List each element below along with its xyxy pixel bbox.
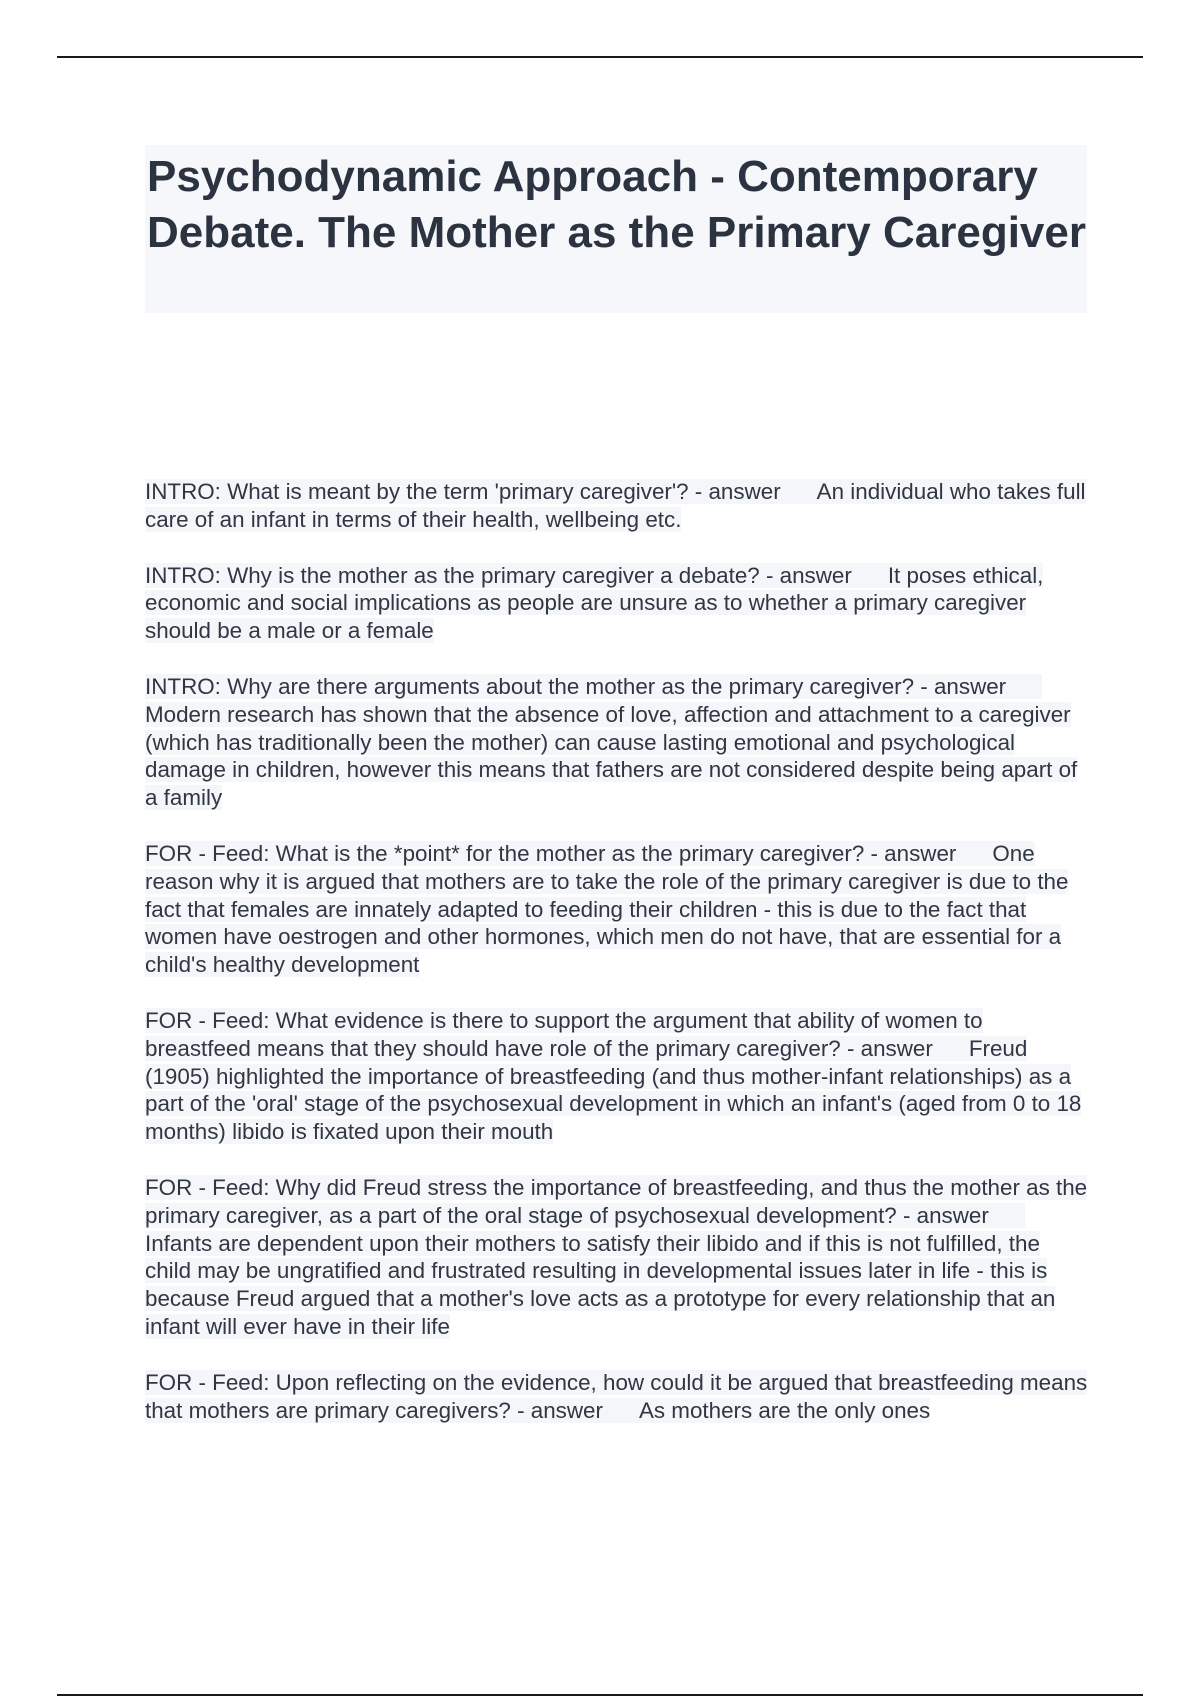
qa-item xyxy=(145,840,1090,979)
qa-answer: An individual who takes full care of an infant in terms of their health, wellbeing etc. xyxy=(145,479,1086,532)
qa-question: INTRO: Why is the mother as the primary caregiver a debate? - answer xyxy=(145,562,852,588)
qa-question: FOR - Feed: What is the *point* for the mother as the primary caregiver? - answer xyxy=(145,840,957,866)
qa-item xyxy=(145,562,1090,645)
qa-item xyxy=(145,1369,1090,1425)
qa-item xyxy=(145,478,1090,534)
qa-list xyxy=(145,478,1090,1452)
qa-question: FOR - Feed: What evidence is there to support the argument that ability of women to breastfeed means that they should have role of the primary caregiver? - answer xyxy=(145,1007,983,1061)
qa-question: INTRO: Why are there arguments about the mother as the primary caregiver? - answer xyxy=(145,673,1007,699)
qa-item xyxy=(145,1007,1090,1146)
bottom-rule xyxy=(57,1694,1143,1696)
qa-item xyxy=(145,673,1090,812)
qa-question: INTRO: What is meant by the term 'primary caregiver'? - answer xyxy=(145,479,781,504)
document-title: Psychodynamic Approach - Contemporary Debate. The Mother as the Primary Caregiver xyxy=(147,152,1086,257)
qa-question: FOR - Feed: Why did Freud stress the importance of breastfeeding, and thus the mother as the primary caregiver, as a part of the oral stage of psychosexual development? - answer xyxy=(145,1174,1088,1228)
qa-answer: Modern research has shown that the absence of love, affection and attachment to a caregiver (which has traditionally been the mother) can cause lasting emotional and psychological damage in children, however this means that fathers are not considered despite being apart of a family xyxy=(145,701,1078,811)
qa-answer: It poses ethical, economic and social implications as people are unsure as to whether a primary caregiver should be a male or a female xyxy=(145,562,1044,644)
qa-answer: Infants are dependent upon their mothers to satisfy their libido and if this is not fulfilled, the child may be ungratified and frustrated resulting in developmental issues later in life - this is because Freud argued that a mother's love acts as a prototype for every relationship that an infant will ever have in their life xyxy=(145,1230,1056,1339)
top-rule xyxy=(57,56,1143,58)
qa-answer: Freud (1905) highlighted the importance of breastfeeding (and thus mother-infant relationships) as a part of the 'oral' stage of the psychosexual development in which an infant's (aged from 0 to 18 months) libido is fixated upon their mouth xyxy=(145,1035,1082,1145)
qa-answer: One reason why it is argued that mothers are to take the role of the primary caregiver is due to the fact that females are innately adapted to feeding their children - this is due to the fact that women have oestrogen and other hormones, which men do not have, that are essential for a child's healthy development xyxy=(145,840,1069,978)
qa-answer: As mothers are the only ones xyxy=(638,1397,931,1423)
qa-item xyxy=(145,1174,1090,1341)
title-block xyxy=(145,145,1087,313)
qa-question: FOR - Feed: Upon reflecting on the evidence, how could it be argued that breastfeeding means that mothers are primary caregivers? - answer xyxy=(145,1369,1088,1423)
